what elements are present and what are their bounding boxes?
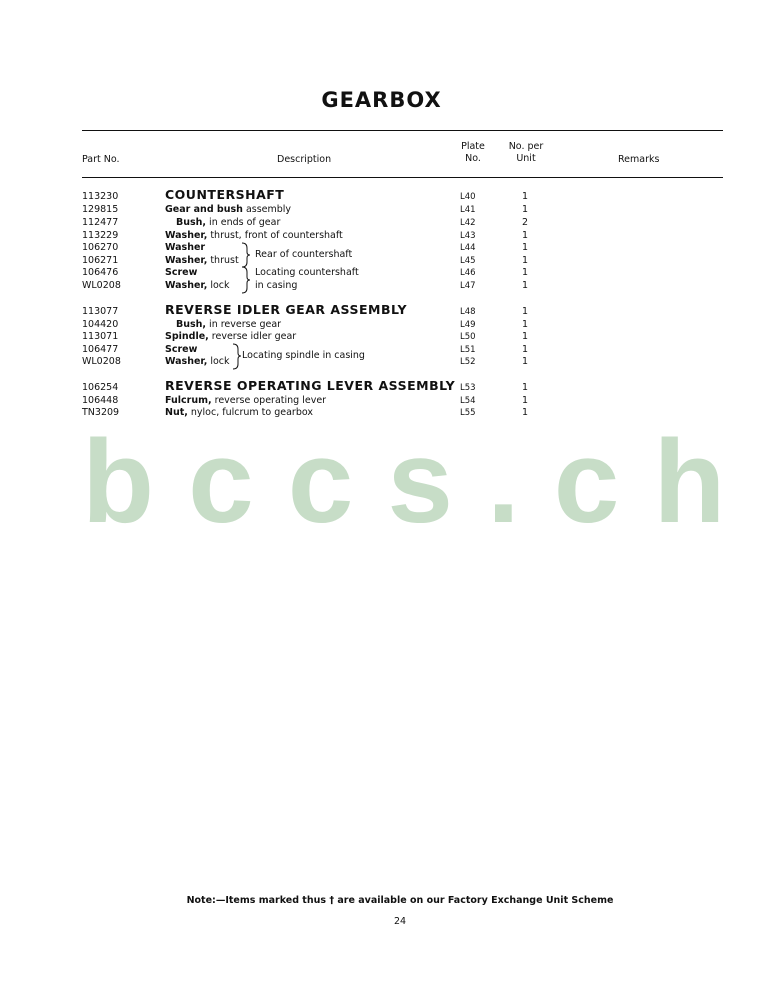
- plate-number: L47: [460, 281, 476, 291]
- header-no-per-unit: [500, 141, 552, 165]
- description-rest: reverse operating lever: [211, 395, 327, 406]
- plate-number: L43: [460, 231, 476, 241]
- watermark: [82, 416, 760, 548]
- description-rest: reverse idler gear: [208, 331, 297, 342]
- part-number: 106271: [82, 255, 119, 266]
- plate-number: L53: [460, 383, 476, 393]
- description: [165, 230, 343, 242]
- part-number: 113230: [82, 191, 119, 202]
- plate-number: L45: [460, 256, 476, 266]
- header-plate-line2: No.: [465, 153, 481, 164]
- plate-number: L51: [460, 345, 476, 355]
- plate-number: L44: [460, 243, 476, 253]
- quantity: 1: [521, 242, 529, 253]
- section-heading: COUNTERSHAFT: [165, 187, 285, 202]
- description-rest: lock: [207, 356, 230, 367]
- description: [165, 331, 296, 343]
- quantity: 1: [521, 319, 529, 330]
- description-bold: Screw: [165, 344, 198, 355]
- description-rest: thrust: [207, 255, 239, 266]
- brace-note-locating-spindle: Locating spindle in casing: [242, 350, 365, 361]
- plate-number: L55: [460, 408, 476, 418]
- description-rest: lock: [207, 280, 230, 291]
- description-bold: Screw: [165, 267, 198, 278]
- brace-note-locating-countershaft: Locating countershaft: [255, 267, 359, 278]
- page-number: 24: [393, 916, 407, 927]
- description-rest: in reverse gear: [206, 319, 282, 330]
- part-number: 112477: [82, 217, 119, 228]
- page-title: GEARBOX: [321, 88, 442, 112]
- description: [165, 255, 239, 267]
- header-per-unit-line2: Unit: [516, 153, 536, 164]
- description: [165, 204, 291, 216]
- brace-rear-of-countershaft: [239, 242, 251, 268]
- header-plate-line1: Plate: [461, 141, 485, 152]
- section-heading: REVERSE IDLER GEAR ASSEMBLY: [165, 302, 408, 317]
- description-bold: Washer,: [165, 356, 208, 367]
- part-number: 113229: [82, 230, 119, 241]
- plate-number: L49: [460, 320, 476, 330]
- quantity: 1: [521, 191, 529, 202]
- description-bold: Nut,: [165, 407, 188, 418]
- description-rest: thrust, front of countershaft: [207, 230, 343, 241]
- plate-number: L42: [460, 218, 476, 228]
- part-number: TN3209: [82, 407, 120, 418]
- header-plate: [455, 141, 491, 165]
- quantity: 1: [521, 382, 529, 393]
- description-bold: Washer: [165, 242, 206, 253]
- brace-locating-spindle: [230, 343, 242, 370]
- quantity: 1: [521, 331, 529, 342]
- description-bold: Spindle,: [165, 331, 209, 342]
- part-number: 106477: [82, 344, 119, 355]
- quantity: 1: [521, 407, 529, 418]
- plate-number: L50: [460, 332, 476, 342]
- quantity: 1: [521, 255, 529, 266]
- part-number: 106270: [82, 242, 119, 253]
- description: [165, 242, 205, 254]
- part-number: WL0208: [82, 356, 121, 367]
- description-bold: Gear and bush: [165, 204, 243, 215]
- description-rest: in ends of gear: [206, 217, 281, 228]
- header-description: Description: [277, 154, 332, 165]
- watermark-text: bccs.ch: [82, 416, 760, 548]
- brace-note-in-casing: in casing: [255, 280, 298, 291]
- part-number: 104420: [82, 319, 119, 330]
- part-number: 106476: [82, 267, 119, 278]
- quantity: 1: [521, 306, 529, 317]
- brace-note-rear-of-countershaft: Rear of countershaft: [255, 249, 353, 260]
- description-rest: assembly: [242, 204, 292, 215]
- plate-number: L54: [460, 396, 476, 406]
- description-rest: nyloc, fulcrum to gearbox: [187, 407, 314, 418]
- plate-number: L41: [460, 205, 476, 215]
- description-bold: Washer,: [165, 280, 208, 291]
- header-remarks: Remarks: [618, 154, 660, 165]
- description-bold: Bush,: [176, 319, 207, 330]
- plate-number: L48: [460, 307, 476, 317]
- plate-number: L52: [460, 357, 476, 367]
- footer-note: Note:—Items marked thus † are available on our Factory Exchange Unit Scheme: [186, 895, 614, 906]
- description: [165, 280, 230, 292]
- description-bold: Bush,: [176, 217, 207, 228]
- header-part-no: Part No.: [82, 154, 120, 165]
- quantity: 1: [521, 267, 529, 278]
- part-number: 106254: [82, 382, 119, 393]
- description-bold: Washer,: [165, 255, 208, 266]
- part-number: 113071: [82, 331, 119, 342]
- section-heading: REVERSE OPERATING LEVER ASSEMBLY: [165, 378, 456, 393]
- part-number: 106448: [82, 395, 119, 406]
- plate-number: L40: [460, 192, 476, 202]
- quantity: 2: [521, 217, 529, 228]
- description: [176, 319, 281, 331]
- quantity: 1: [521, 230, 529, 241]
- quantity: 1: [521, 395, 529, 406]
- header-per-unit-line1: No. per: [508, 141, 544, 152]
- description-bold: Washer,: [165, 230, 208, 241]
- quantity: 1: [521, 204, 529, 215]
- description-bold: Fulcrum,: [165, 395, 212, 406]
- plate-number: L46: [460, 268, 476, 278]
- description: [165, 344, 197, 356]
- quantity: 1: [521, 344, 529, 355]
- description: [176, 217, 280, 229]
- part-number: WL0208: [82, 280, 121, 291]
- description: [165, 356, 230, 368]
- table-top-rule: [82, 130, 723, 131]
- quantity: 1: [521, 280, 529, 291]
- brace-locating-countershaft: [239, 266, 251, 294]
- description: [165, 395, 326, 407]
- table-header-rule: [82, 177, 723, 178]
- description: [165, 267, 197, 279]
- part-number: 129815: [82, 204, 119, 215]
- part-number: 113077: [82, 306, 119, 317]
- quantity: 1: [521, 356, 529, 367]
